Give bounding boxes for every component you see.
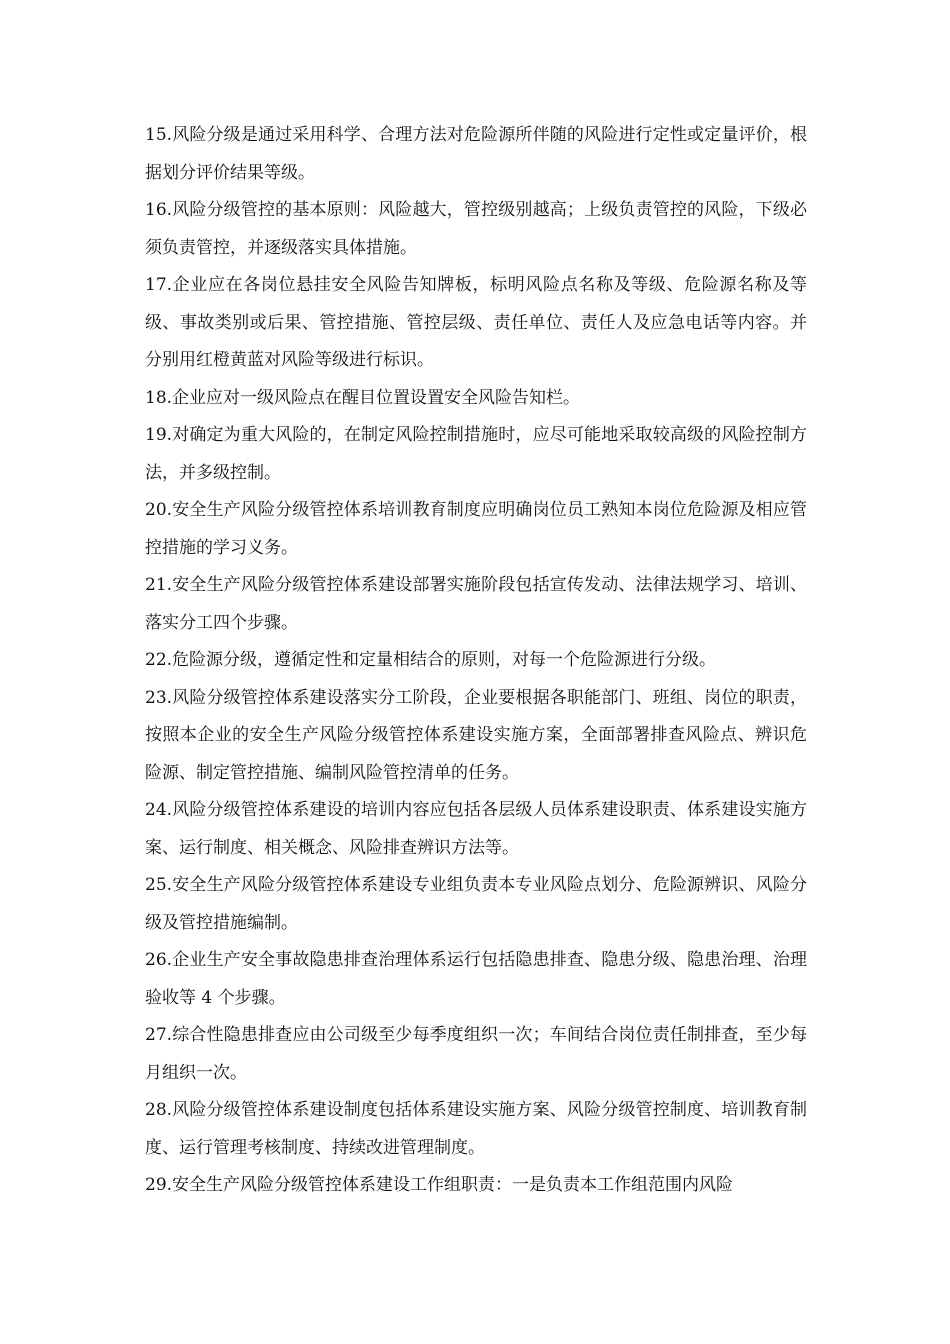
list-item-25: 25.安全生产风险分级管控体系建设专业组负责本专业风险点划分、危险源辨识、风险分级及管控措施编制。 [145, 875, 807, 933]
list-item-23: 23.风险分级管控体系建设落实分工阶段，企业要根据各职能部门、班组、岗位的职责，按照本企业的安全生产风险分级管控体系建设实施方案，全面部署排查风险点、辨识危险源、制定管控措施、编制风险管控清单的任务。 [145, 687, 807, 783]
list-item-20: 20.安全生产风险分级管控体系培训教育制度应明确岗位员工熟知本岗位危险源及相应管控措施的学习义务。 [145, 500, 807, 558]
list-item-15: 15.风险分级是通过采用科学、合理方法对危险源所伴随的风险进行定性或定量评价，根据划分评价结果等级。 [145, 125, 807, 183]
list-item-17: 17.企业应在各岗位悬挂安全风险告知牌板，标明风险点名称及等级、危险源名称及等级、事故类别或后果、管控措施、管控层级、责任单位、责任人及应急电话等内容。并分别用红橙黄蓝对风险等级进行标识。 [145, 275, 807, 370]
list-item-28: 28.风险分级管控体系建设制度包括体系建设实施方案、风险分级管控制度、培训教育制度、运行管理考核制度、持续改进管理制度。 [145, 1100, 807, 1158]
list-item-22: 22.危险源分级，遵循定性和定量相结合的原则，对每一个危险源进行分级。 [145, 650, 717, 670]
list-item-27: 27.综合性隐患排查应由公司级至少每季度组织一次；车间结合岗位责任制排查，至少每月组织一次。 [145, 1025, 807, 1083]
list-item-26: 26.企业生产安全事故隐患排查治理体系运行包括隐患排查、隐患分级、隐患治理、治理验收等 4 个步骤。 [145, 950, 807, 1008]
list-item-21: 21.安全生产风险分级管控体系建设部署实施阶段包括宣传发动、法律法规学习、培训、落实分工四个步骤。 [145, 575, 807, 633]
list-item-18: 18.企业应对一级风险点在醒目位置设置安全风险告知栏。 [145, 387, 581, 408]
list-item-19: 19.对确定为重大风险的，在制定风险控制措施时，应尽可能地采取较高级的风险控制方法，并多级控制。 [145, 425, 807, 483]
document-body [145, 117, 807, 1205]
list-item-16: 16.风险分级管控的基本原则：风险越大，管控级别越高；上级负责管控的风险，下级必须负责管控，并逐级落实具体措施。 [145, 200, 807, 258]
list-item-24: 24.风险分级管控体系建设的培训内容应包括各层级人员体系建设职责、体系建设实施方案、运行制度、相关概念、风险排查辨识方法等。 [145, 800, 807, 858]
list-item-29: 29.安全生产风险分级管控体系建设工作组职责：一是负责本工作组范围内风险 [145, 1175, 734, 1195]
